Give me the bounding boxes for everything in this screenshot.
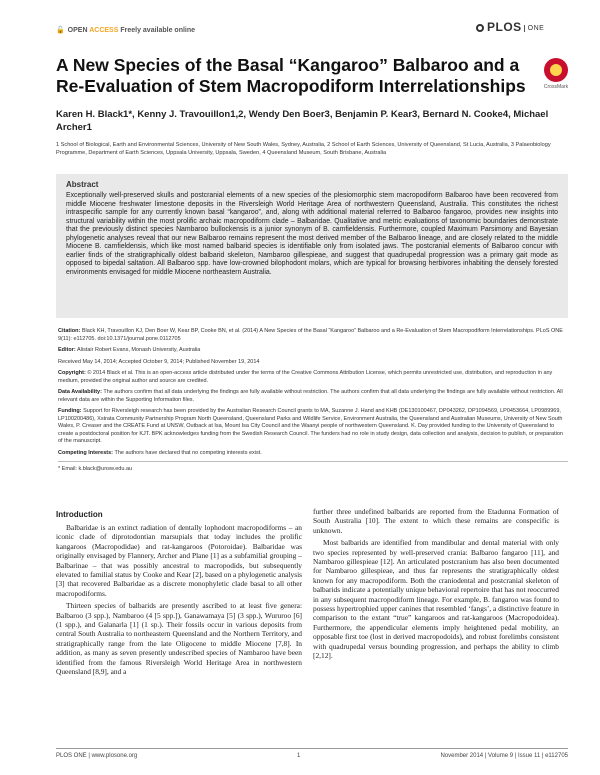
abstract-box bbox=[56, 174, 568, 318]
freely-available-label: Freely available online bbox=[120, 27, 196, 34]
journal-logo-sub: ONE bbox=[524, 25, 545, 32]
citation bbox=[58, 328, 568, 343]
intro-paragraph: Most balbarids are identified from mandibular and dental material with only two species represented by well-preserved crania: Balbaroo fangaroo [11], and Nambaroo gillespieae [12]. An articulated postcranium has also been documented for Nambaroo gillespieae, and thus far represents the stratigraphically oldest known for any macropodiform. Both the craniodental and postcranial skeleton of balbarids indicate a potentially unique behavioral repertoire that has not reoccurred in any subsequent macropodiform lineage. For example, B. fangaroo was found to possess hypertrophied upper canines that resembled ‘fangs’, a distinctive feature in comparison to the extant “true” kangaroos and rat-kangaroos (Macropodoidea). Furthermore, the appendicular elements imply heightened pedal mobility, an opposable first toe (lost in derived macropodoids), and robust forelimbs consistent with quadrupedal versus bounding progression, and perhaps the ability to climb [2,12]. bbox=[313, 538, 559, 661]
journal-logo bbox=[476, 20, 544, 34]
crossmark-label: CrossMark bbox=[543, 84, 569, 90]
open-access-banner bbox=[56, 26, 195, 34]
funding bbox=[58, 408, 568, 446]
citation-label: Citation: bbox=[58, 328, 81, 334]
intro-right-column bbox=[313, 507, 559, 664]
intro-left-column bbox=[56, 523, 302, 680]
intro-paragraph: Balbaridae is an extinct radiation of dentally lophodont macropodiforms – an iconic clade of diprotodontian marsupials that today includes the prolific kangaroos (Macropodidae) and rat-kangaroos (Potoroidae). Balbaridae was originally envisaged by Flannery, Archer and Plane [1] as a subfamilial grouping – Balbarinae – that was possibly ancestral to macropodids, but subsequently elevated to familial status by Cooke and Kear [2], based on a phylogenetic analysis [3] that recovered Balbaridae as a discrete monophyletic clade basal to all other macropodiforms. bbox=[56, 523, 302, 598]
divider bbox=[58, 461, 568, 462]
page-number: 1 bbox=[297, 753, 301, 759]
dates: Received May 14, 2014; Accepted October 9, 2014; Published November 19, 2014 bbox=[58, 358, 260, 365]
footer-divider bbox=[56, 748, 568, 749]
crossmark-badge[interactable] bbox=[536, 58, 576, 90]
paper-title: A New Species of the Basal “Kangaroo” Balbaroo and a Re-Evaluation of Stem Macropodiform Interrelationships bbox=[56, 55, 526, 96]
intro-paragraph: further three undefined balbarids are reported from the Etadunna Formation of South Australia [10]. The extent to which these remains are conspecific is unknown. bbox=[313, 507, 559, 535]
corresponding-email[interactable]: * Email: k.black@unsw.edu.au bbox=[58, 466, 133, 472]
editor-label: Editor: bbox=[58, 347, 76, 353]
editor-text: Alistair Robert Evans, Monash University, Australia bbox=[76, 347, 201, 353]
access-label: ACCESS bbox=[89, 27, 119, 34]
data-availability bbox=[58, 389, 568, 404]
funding-label: Funding: bbox=[58, 408, 82, 414]
plos-logo-icon bbox=[476, 24, 484, 32]
footer-journal[interactable]: PLOS ONE | www.plosone.org bbox=[56, 753, 138, 759]
competing-interests bbox=[58, 450, 568, 458]
introduction-heading: Introduction bbox=[56, 510, 103, 519]
copyright-label: Copyright: bbox=[58, 370, 86, 376]
data-availability-label: Data Availability: bbox=[58, 389, 102, 395]
abstract-text: Exceptionally well-preserved skulls and postcranial elements of a new species of the plesiomorphic stem macropodiform Balbaroo have been recovered from middle Miocene freshwater limestone deposits in the Riversleigh World Heritage Area of northwestern Queensland, Australia. This constitutes the richest intraspecific sample for any currently known basal “kangaroo”, and, along with additional material referred to Balbaroo fangaroo, provides new insights into structural variability within the most prolific archaic macropodiform clade – Balbaridae. Qualitative and metric evaluations of taxonomic boundaries demonstrate that the previously distinct species Nambaroo bullockensis is a junior synonym of B. camfieldensis. Furthermore, coupled Maximum Parsimony and Bayesian phylogenetic analyses reveal that our new Balbaroo remains represent the most derived member of the Balbaroo lineage, and are closely related to the middle Miocene B. camfieldensis, which like most named balbarid species is identifiable only from isolated jaws. The postcranial elements of Balbaroo concur with earlier finds of the stratigraphically oldest balbarid skeleton, Nambaroo gillespieae, and suggest that quadrupedal progression was a primary gait mode as opposed to bipedal saltation. All Balbaroo spp. have low-crowned bilophodont molars, which are typical for browsing herbivores inhabiting the densely forested environments envisaged for middle Miocene northeastern Australia. bbox=[66, 192, 558, 276]
journal-logo-text: PLOS bbox=[487, 20, 522, 34]
footer-issue: November 2014 | Volume 9 | Issue 11 | e112705 bbox=[440, 753, 568, 759]
funding-text: Support for Riversleigh research has been provided by the Australian Research Council grants to MA, Suzanne J. Hand and KHB (DE130100467, DP043262, DP1094569, LP0453664, LP0989969, LP100200486), Xstrata Community Partnership Program North Queensland, Queensland Parks and Wildlife Service, Environment Australia, the Queensland and Australian Museums, University of New South Wales, P. Creaser and the CREATE Fund at UNSW, Outback at Isa, Mount Isa City Council and the Waanyi people of northwestern Queensland. K. Day provided funding to the University of Queensland to create a postdoctoral position for KJT. BPK acknowledges funding from the Swedish Research Council. The funders had no role in study design, data collection and analysis, decision to publish, or preparation of the manuscript. bbox=[58, 408, 563, 444]
competing-label: Competing Interests: bbox=[58, 449, 114, 456]
crossmark-icon bbox=[544, 58, 568, 82]
competing-text: The authors have declared that no competing interests exist. bbox=[114, 449, 262, 456]
copyright-text: © 2014 Black et al. This is an open-access article distributed under the terms of the Creative Commons Attribution License, which permits unrestricted use, distribution, and reproduction in any medium, provided the original author and source are credited. bbox=[58, 370, 553, 384]
citation-text: Black KH, Travouillon KJ, Den Boer W, Kear BP, Cooke BN, et al. (2014) A New Species of the Basal “Kangaroo” Balbaroo and a Re-Evaluation of Stem Macropodiform Interrelationships. PLoS ONE 9(11): e112705. doi:10.1371/journal.pone.0112705 bbox=[58, 328, 563, 342]
editor bbox=[58, 347, 568, 355]
copyright bbox=[58, 370, 568, 385]
data-availability-text: The authors confirm that all data underlying the findings are fully available without restriction. The authors confirm that all data underlying the findings are fully available without restriction. All relevant data are within the Supporting Information files. bbox=[58, 389, 563, 403]
abstract-heading: Abstract bbox=[66, 180, 99, 189]
article-metadata bbox=[58, 328, 568, 478]
author-list: Karen H. Black1*, Kenny J. Travouillon1,2, Wendy Den Boer3, Benjamin P. Kear3, Bernard N. Cooke4, Michael Archer1 bbox=[56, 109, 549, 133]
open-label: OPEN bbox=[67, 27, 88, 34]
affiliations: 1 School of Biological, Earth and Environmental Sciences, University of New South Wales, Sydney, Australia, 2 School of Earth Sciences, University of Queensland, St Lucia, Australia, 3 Palaeobiology Programme, Department of Earth Sciences, Uppsala University, Uppsala, Sweden, 4 Queensland Museum, South Brisbane, Australia bbox=[56, 142, 551, 156]
open-lock-icon: 🔓 bbox=[56, 27, 65, 34]
intro-paragraph: Thirteen species of balbarids are presently ascribed to at least five genera: Balbaroo (3 spp.), Nambaroo (4 [5 spp.]), Ganawamaya [5] (3 spp.), Wururoo [6] (1 spp.), and Galanarla [1] (1 sp.). Their fossils occur in various deposits from central South Australia to northeastern Queensland and the Northern Territory, and stratigraphically range from the late Oligocene to middle Miocene [7,8]. In addition, as many as seven presently undescribed species of Nambaroo have been identified from the famous Riversleigh World Heritage Area in northwestern Queensland [8,9], and a bbox=[56, 601, 302, 677]
